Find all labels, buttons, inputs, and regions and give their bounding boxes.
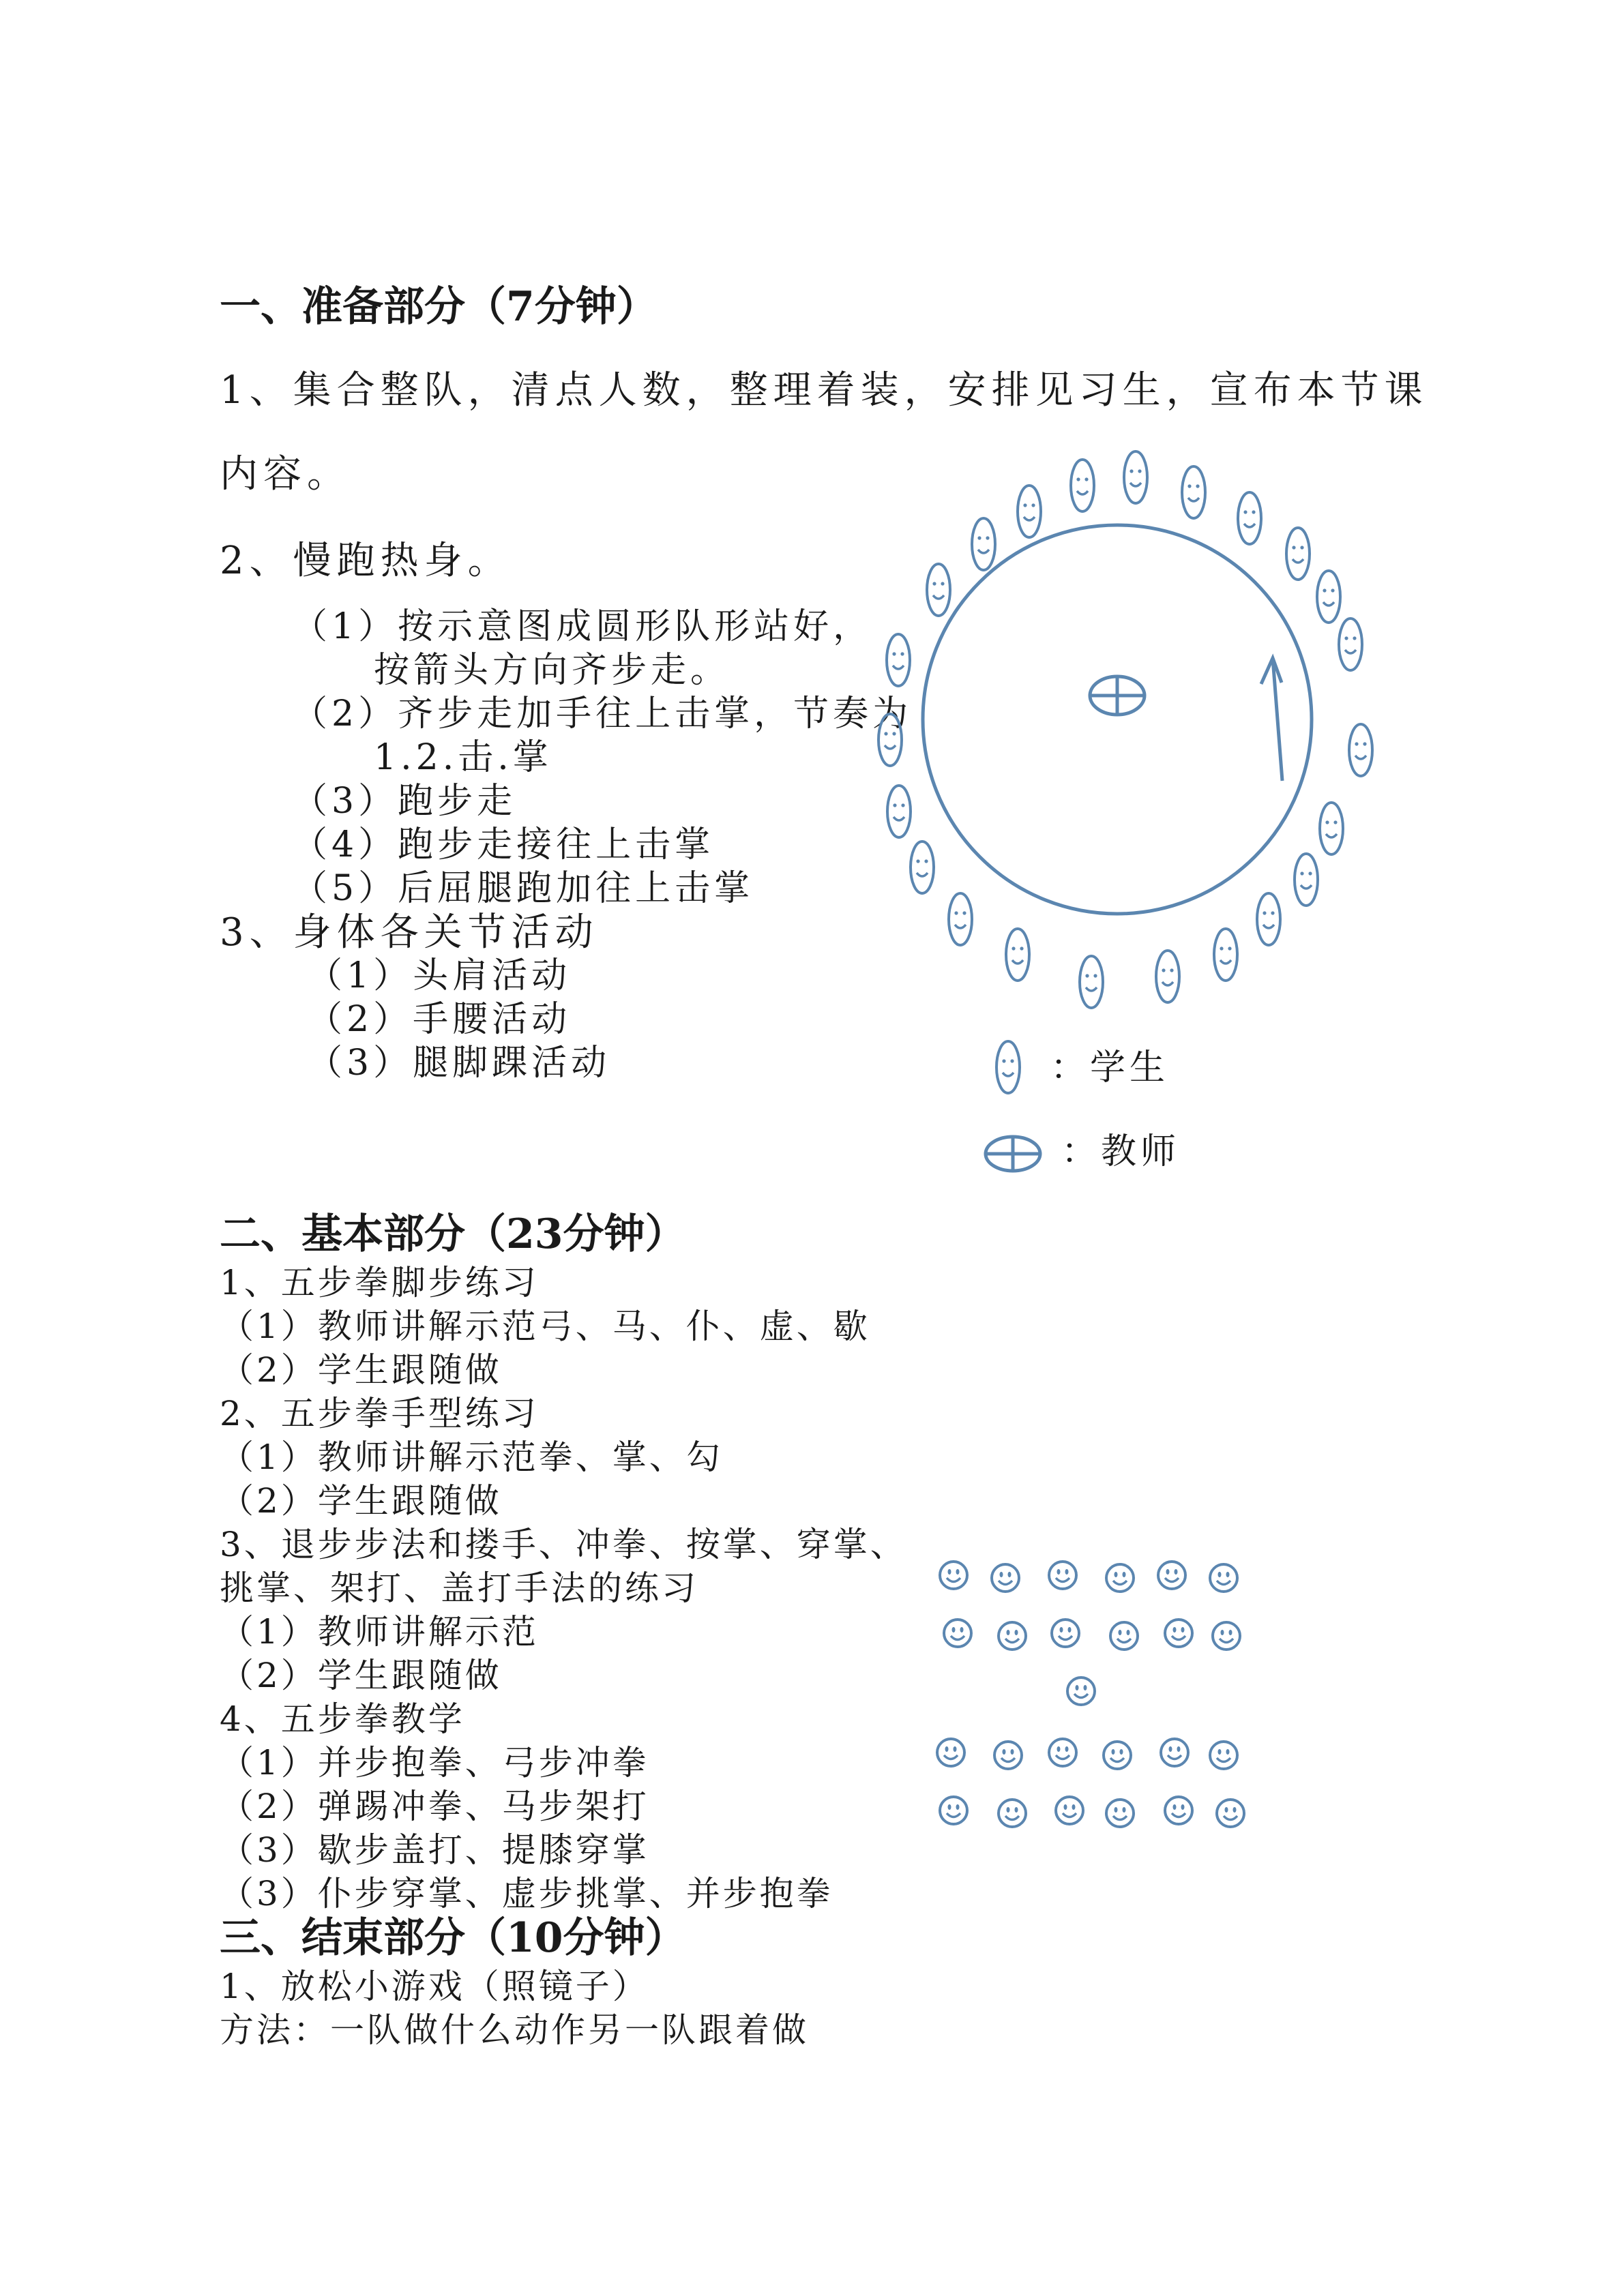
student-icon-1	[1071, 460, 1094, 511]
circle-students	[879, 451, 1372, 1008]
direction-arrow-icon	[1261, 658, 1282, 781]
student-icon-14	[1080, 956, 1103, 1008]
grid-student-icon-2	[992, 1564, 1019, 1592]
part2-line-2: （1）教师讲解示范弓、马、仆、虚、歇	[220, 1307, 870, 1346]
student-icon-16	[949, 893, 972, 945]
student-icon-9	[1320, 803, 1343, 854]
grid-student-icon-9	[1052, 1620, 1079, 1647]
grid-student-icon-11	[1165, 1620, 1192, 1647]
part1-sub-1: （1）按示意图成圆形队形站好，	[292, 606, 873, 647]
part1-item3: 3、身体各关节活动	[220, 910, 599, 955]
student-icon-12	[1214, 929, 1237, 981]
part2-line-6: （2）学生跟随做	[220, 1481, 502, 1521]
student-icon-11	[1257, 893, 1280, 945]
student-icon-17	[911, 841, 934, 893]
grid-student-icon-6	[1210, 1564, 1237, 1592]
rows-formation-diagram	[937, 1562, 1244, 1827]
student-icon-18	[887, 786, 911, 837]
student-icon-3	[1182, 466, 1205, 518]
part2-line-12: （1）并步抱拳、弓步冲拳	[220, 1743, 649, 1783]
part2-line-1: 1、五步拳脚步练习	[220, 1263, 539, 1302]
part1-item1-line1: 1、集合整队，清点人数，整理着装，安排见习生，宣布本节课	[220, 368, 1428, 413]
part2-line-14: （3）歇步盖打、提膝穿掌	[220, 1830, 649, 1870]
circle-formation-diagram	[879, 451, 1372, 1171]
grid-student-icon-4	[1106, 1564, 1134, 1592]
grid-student-icon-13	[937, 1739, 964, 1766]
grid-student-icon-20	[999, 1800, 1026, 1827]
grid-student-icon-15	[1049, 1739, 1076, 1766]
part1-sub3-2: （2）手腰活动	[307, 999, 572, 1040]
grid-student-icon-17	[1161, 1739, 1188, 1766]
grid-student-icon-1	[940, 1562, 967, 1589]
part2-line-11: 4、五步拳教学	[220, 1699, 465, 1739]
student-icon-13	[1156, 951, 1179, 1002]
student-icon-19	[879, 714, 902, 766]
part2-line-13: （2）弹踢冲拳、马步架打	[220, 1787, 649, 1826]
grid-student-icon-18	[1210, 1742, 1237, 1769]
part1-item2: 2、慢跑热身。	[220, 539, 512, 583]
grid-student-icon-5	[1158, 1562, 1185, 1589]
student-icon-4	[1238, 492, 1261, 544]
student-icon-20	[887, 634, 910, 686]
part1-sub3-1: （1）头肩活动	[307, 955, 572, 996]
part2-line-7: 3、退步步法和搂手、冲拳、按掌、穿掌、	[220, 1525, 907, 1564]
grid-student-icon-24	[1217, 1800, 1244, 1827]
student-icon-21	[927, 564, 950, 616]
part1-sub-2b: 1.2.击.掌	[374, 737, 552, 778]
part1-item1-line2: 内容。	[220, 452, 351, 496]
part1-heading: 一、准备部分（7分钟）	[220, 283, 658, 331]
part1-sub-5: （5）后屈腿跑加往上击掌	[292, 868, 754, 909]
grid-student-icon-7	[944, 1620, 971, 1647]
part2-line-4: 2、五步拳手型练习	[220, 1394, 539, 1433]
legend-student-icon	[996, 1041, 1020, 1093]
formation-circle	[923, 525, 1312, 914]
part2-heading: 二、基本部分（23分钟）	[220, 1210, 686, 1258]
grid-student-icon-19	[940, 1797, 967, 1824]
student-icon-6	[1317, 571, 1340, 623]
teacher-icon	[1090, 676, 1145, 715]
part2-line-5: （1）教师讲解示范拳、掌、勾	[220, 1437, 723, 1477]
student-icon-23	[1018, 486, 1041, 537]
student-icon-5	[1286, 528, 1310, 580]
part2-line-8: 挑掌、架打、盖打手法的练习	[220, 1568, 698, 1608]
grid-student-icon-23	[1165, 1797, 1192, 1824]
student-icon-22	[972, 518, 995, 570]
grid-student-icon-16	[1104, 1742, 1131, 1769]
part1-sub-1b: 按箭头方向齐步走。	[374, 650, 730, 691]
student-icon-8	[1349, 724, 1372, 776]
legend-teacher-icon	[986, 1137, 1040, 1171]
grid-student-icon-8	[999, 1622, 1026, 1650]
student-icon-15	[1006, 929, 1029, 981]
grid-student-icon-21	[1056, 1797, 1083, 1824]
student-icon-2	[1124, 451, 1147, 503]
legend-student-label: ：学生	[1050, 1047, 1170, 1088]
grid-student-icon-10	[1110, 1622, 1138, 1650]
legend-teacher-label: ：教师	[1061, 1131, 1181, 1172]
part2-line-9: （1）教师讲解示范	[220, 1612, 539, 1652]
part2-line-10: （2）学生跟随做	[220, 1656, 502, 1695]
part1-sub3-3: （3）腿脚踝活动	[307, 1043, 611, 1084]
student-icon-10	[1295, 854, 1318, 906]
part3-line-2: 方法：一队做什么动作另一队跟着做	[220, 2010, 809, 2050]
grid-student-icon-22	[1106, 1800, 1134, 1827]
part2-line-3: （2）学生跟随做	[220, 1350, 502, 1390]
grid-student-icon-14	[994, 1742, 1022, 1769]
part1-sub-3: （3）跑步走	[292, 781, 517, 822]
grid-student-icon-center	[1067, 1678, 1095, 1705]
part1-sub-4: （4）跑步走接往上击掌	[292, 824, 715, 865]
part3-heading: 三、结束部分（10分钟）	[220, 1914, 686, 1962]
part1-sub-2: （2）齐步走加手往上击掌，节奏为	[292, 694, 913, 734]
part3-line-1: 1、放松小游戏（照镜子）	[220, 1967, 649, 2006]
grid-student-icon-12	[1213, 1622, 1240, 1650]
student-icon-7	[1339, 618, 1362, 670]
grid-student-icon-3	[1049, 1562, 1076, 1589]
part2-line-15: （3）仆步穿掌、虚步挑掌、并步抱拳	[220, 1874, 833, 1913]
